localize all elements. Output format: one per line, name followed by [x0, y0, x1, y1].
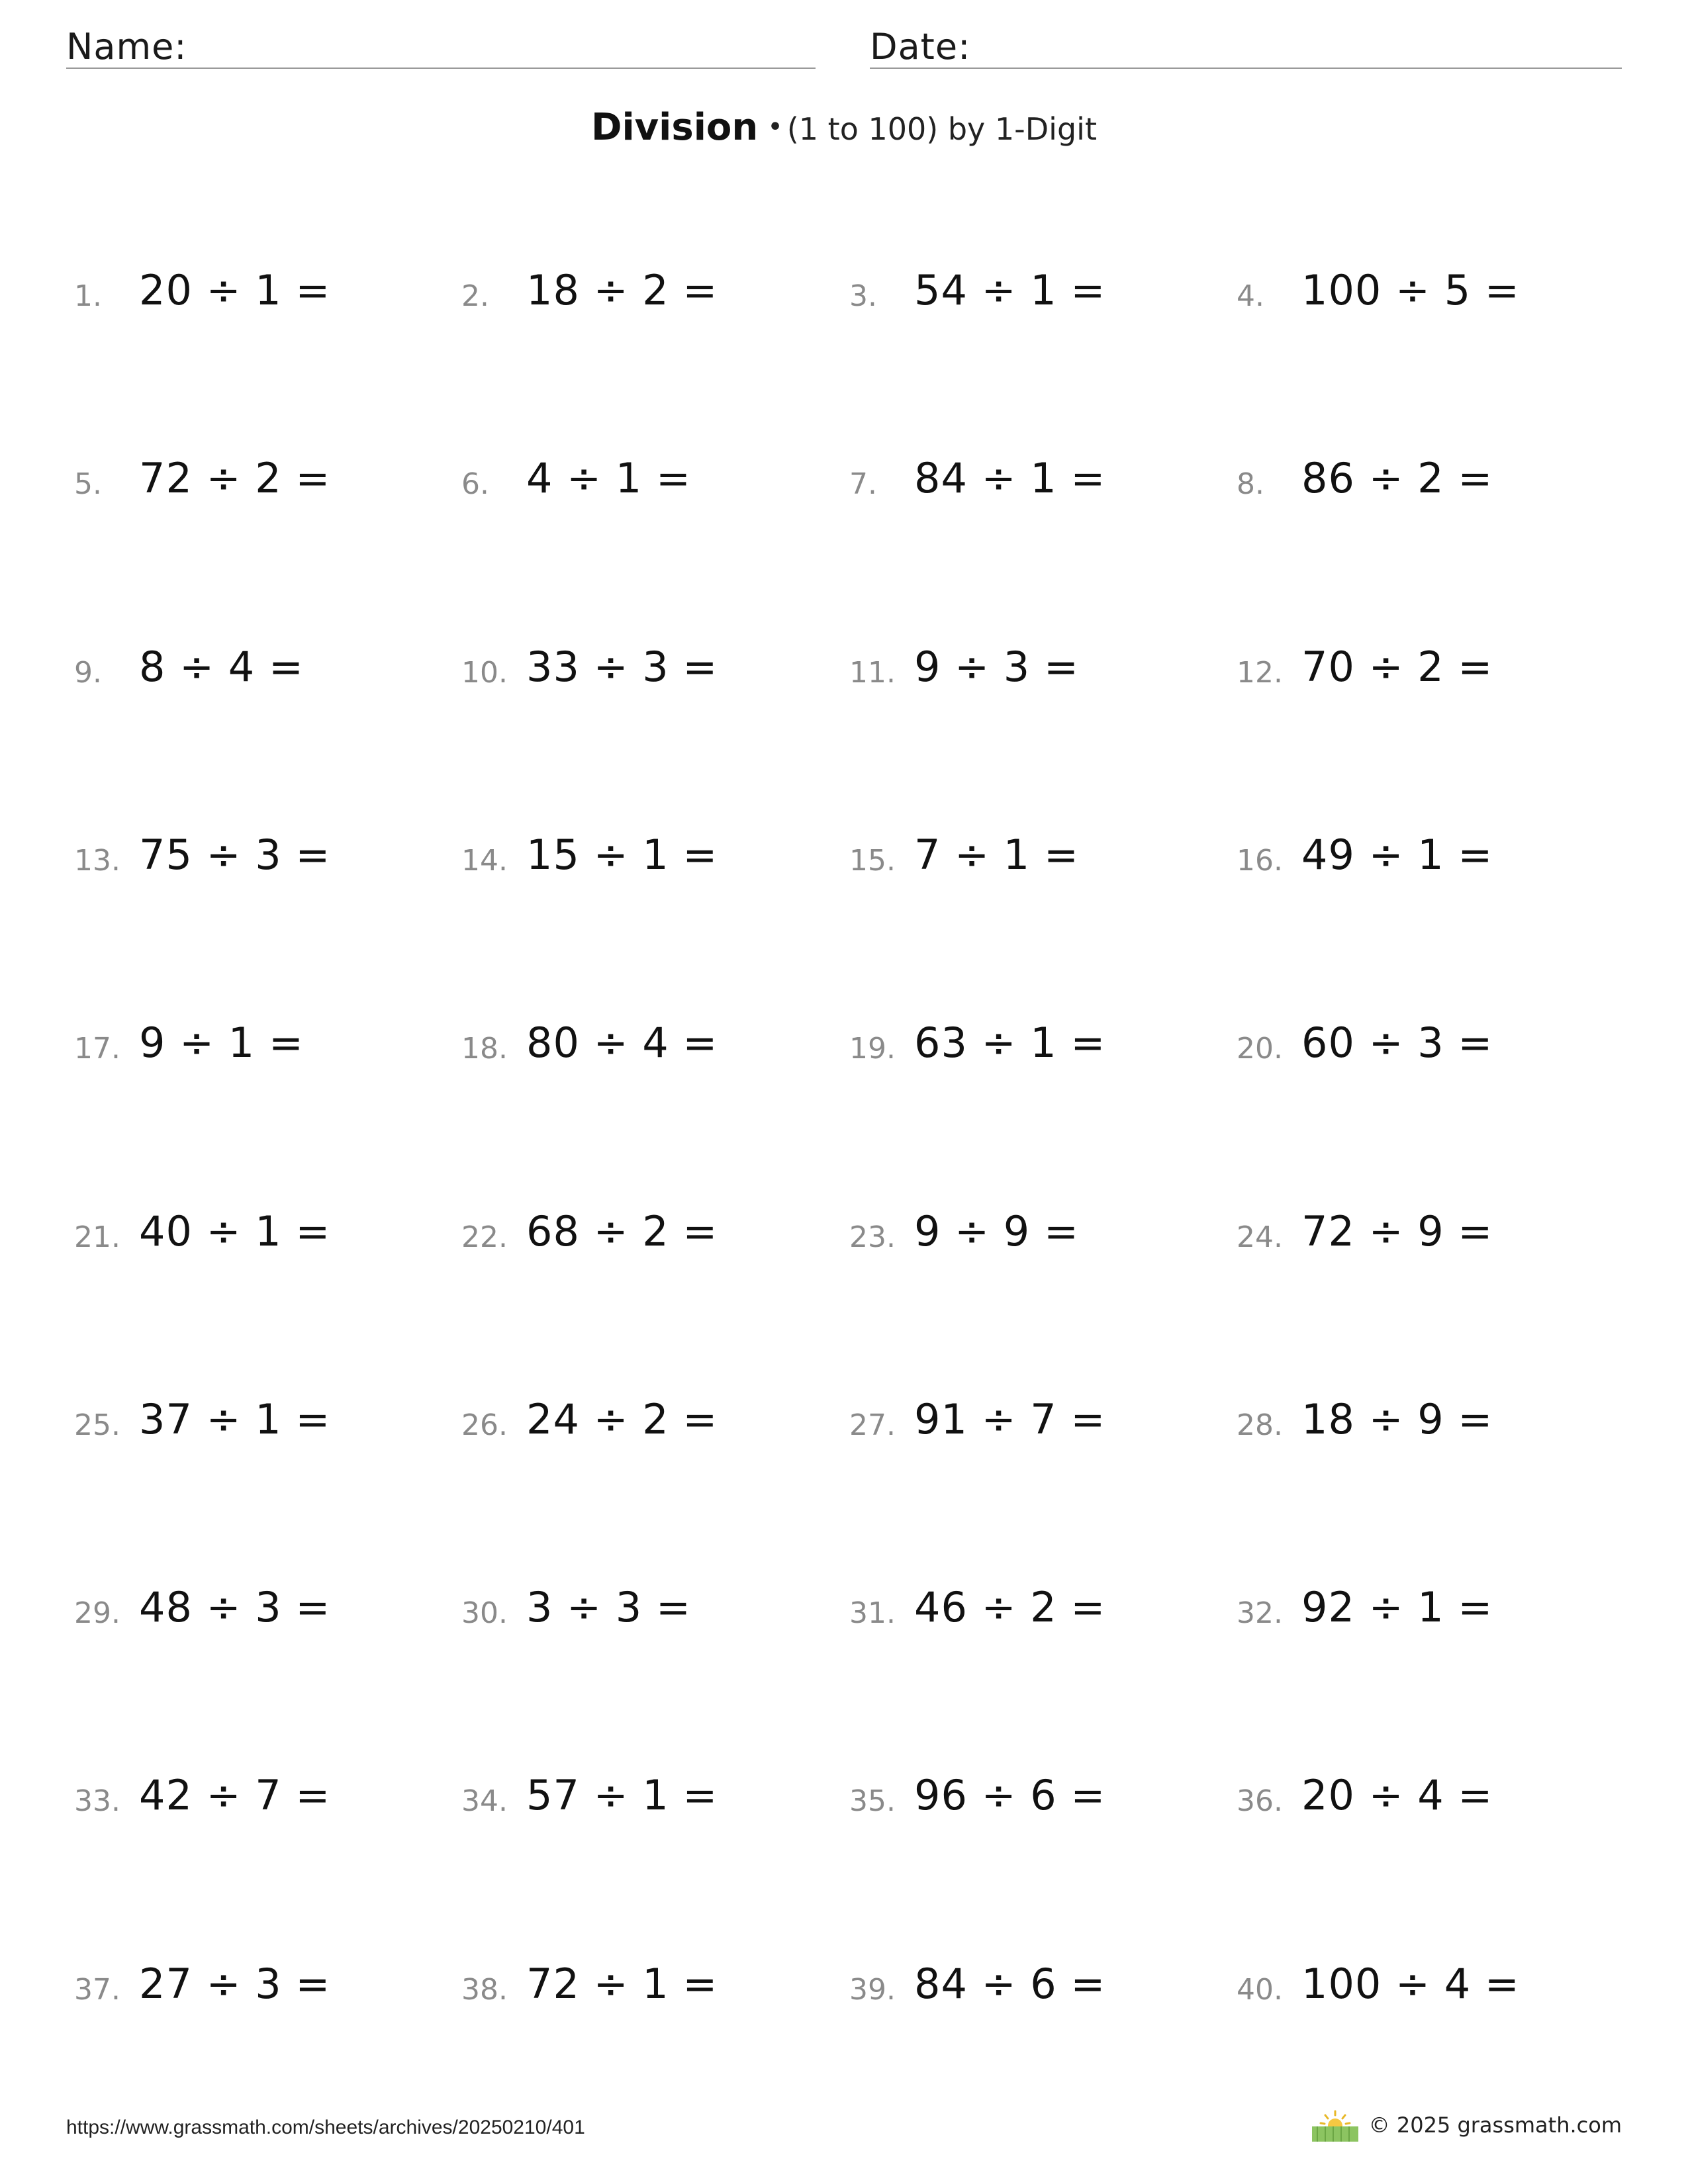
problem-expression: 48 ÷ 3 =	[139, 1583, 331, 1631]
problem-expression: 9 ÷ 9 =	[914, 1207, 1079, 1255]
name-field[interactable]	[66, 25, 816, 69]
problem-number: 34.	[461, 1784, 508, 1818]
problem-expression: 18 ÷ 9 =	[1301, 1395, 1493, 1443]
problem-expression: 9 ÷ 1 =	[139, 1019, 304, 1067]
problem-number: 38.	[461, 1973, 508, 2007]
problem-number: 40.	[1237, 1973, 1283, 2007]
problem-number: 32.	[1237, 1596, 1283, 1630]
problem-expression: 68 ÷ 2 =	[526, 1207, 718, 1255]
problem-expression: 63 ÷ 1 =	[914, 1019, 1106, 1067]
problem-number: 6.	[461, 467, 489, 501]
problem-expression: 86 ÷ 2 =	[1301, 454, 1493, 502]
problem-number: 26.	[461, 1408, 508, 1442]
problem-expression: 18 ÷ 2 =	[526, 266, 718, 314]
problem-number: 39.	[849, 1973, 896, 2007]
problem-expression: 46 ÷ 2 =	[914, 1583, 1106, 1631]
title-bullet: •	[767, 112, 783, 142]
footer-brand	[1312, 2109, 1622, 2142]
problem-expression: 91 ÷ 7 =	[914, 1395, 1106, 1443]
title-main: Division	[591, 106, 759, 149]
problem-number: 15.	[849, 844, 896, 878]
problem-number: 19.	[849, 1032, 896, 1066]
problem-number: 16.	[1237, 844, 1283, 878]
problem-expression: 54 ÷ 1 =	[914, 266, 1106, 314]
problem-number: 13.	[74, 844, 120, 878]
problem-expression: 37 ÷ 1 =	[139, 1395, 331, 1443]
problem-expression: 4 ÷ 1 =	[526, 454, 691, 502]
problem-expression: 8 ÷ 4 =	[139, 643, 304, 691]
problem-number: 30.	[461, 1596, 508, 1630]
date-label: Date:	[870, 26, 971, 68]
problem-number: 25.	[74, 1408, 120, 1442]
problem-number: 21.	[74, 1220, 120, 1254]
footer-url[interactable]: https://www.grassmath.com/sheets/archives/20250210/401	[66, 2116, 585, 2138]
problem-number: 31.	[849, 1596, 896, 1630]
problem-expression: 24 ÷ 2 =	[526, 1395, 718, 1443]
problem-expression: 49 ÷ 1 =	[1301, 831, 1493, 879]
problem-number: 20.	[1237, 1032, 1283, 1066]
problem-number: 7.	[849, 467, 877, 501]
problem-number: 29.	[74, 1596, 120, 1630]
problem-expression: 9 ÷ 3 =	[914, 643, 1079, 691]
problem-number: 36.	[1237, 1784, 1283, 1818]
problem-expression: 27 ÷ 3 =	[139, 1960, 331, 2008]
name-label: Name:	[66, 26, 187, 68]
problem-expression: 20 ÷ 4 =	[1301, 1771, 1493, 1819]
problem-expression: 33 ÷ 3 =	[526, 643, 718, 691]
problem-number: 1.	[74, 279, 102, 313]
date-field[interactable]	[870, 25, 1622, 69]
problem-number: 10.	[461, 656, 508, 690]
footer-copyright: © 2025 grassmath.com	[1368, 2113, 1622, 2138]
problem-expression: 15 ÷ 1 =	[526, 831, 718, 879]
problem-number: 12.	[1237, 656, 1283, 690]
problem-expression: 42 ÷ 7 =	[139, 1771, 331, 1819]
problem-expression: 60 ÷ 3 =	[1301, 1019, 1493, 1067]
problem-expression: 84 ÷ 1 =	[914, 454, 1106, 502]
title-subtitle: (1 to 100) by 1-Digit	[786, 111, 1097, 147]
grass-sun-logo-icon	[1312, 2109, 1358, 2142]
problem-number: 22.	[461, 1220, 508, 1254]
problem-expression: 75 ÷ 3 =	[139, 831, 331, 879]
problem-expression: 100 ÷ 5 =	[1301, 266, 1520, 314]
problem-expression: 72 ÷ 9 =	[1301, 1207, 1493, 1255]
problem-number: 3.	[849, 279, 877, 313]
problem-number: 23.	[849, 1220, 896, 1254]
problem-number: 28.	[1237, 1408, 1283, 1442]
problem-number: 33.	[74, 1784, 120, 1818]
problem-expression: 80 ÷ 4 =	[526, 1019, 718, 1067]
problem-number: 5.	[74, 467, 102, 501]
problem-number: 11.	[849, 656, 896, 690]
problem-number: 17.	[74, 1032, 120, 1066]
problem-number: 9.	[74, 656, 102, 690]
problem-expression: 7 ÷ 1 =	[914, 831, 1079, 879]
problem-expression: 100 ÷ 4 =	[1301, 1960, 1520, 2008]
problem-expression: 40 ÷ 1 =	[139, 1207, 331, 1255]
problem-number: 14.	[461, 844, 508, 878]
worksheet-title	[0, 106, 1688, 149]
problem-number: 27.	[849, 1408, 896, 1442]
problem-number: 24.	[1237, 1220, 1283, 1254]
problem-expression: 96 ÷ 6 =	[914, 1771, 1106, 1819]
problem-expression: 72 ÷ 1 =	[526, 1960, 718, 2008]
problem-number: 35.	[849, 1784, 896, 1818]
problem-expression: 20 ÷ 1 =	[139, 266, 331, 314]
problem-number: 18.	[461, 1032, 508, 1066]
problem-expression: 70 ÷ 2 =	[1301, 643, 1493, 691]
problem-expression: 92 ÷ 1 =	[1301, 1583, 1493, 1631]
problem-expression: 72 ÷ 2 =	[139, 454, 331, 502]
problem-expression: 57 ÷ 1 =	[526, 1771, 718, 1819]
problem-expression: 84 ÷ 6 =	[914, 1960, 1106, 2008]
problem-number: 2.	[461, 279, 489, 313]
problem-number: 37.	[74, 1973, 120, 2007]
problem-number: 4.	[1237, 279, 1264, 313]
problem-number: 8.	[1237, 467, 1264, 501]
problem-expression: 3 ÷ 3 =	[526, 1583, 691, 1631]
